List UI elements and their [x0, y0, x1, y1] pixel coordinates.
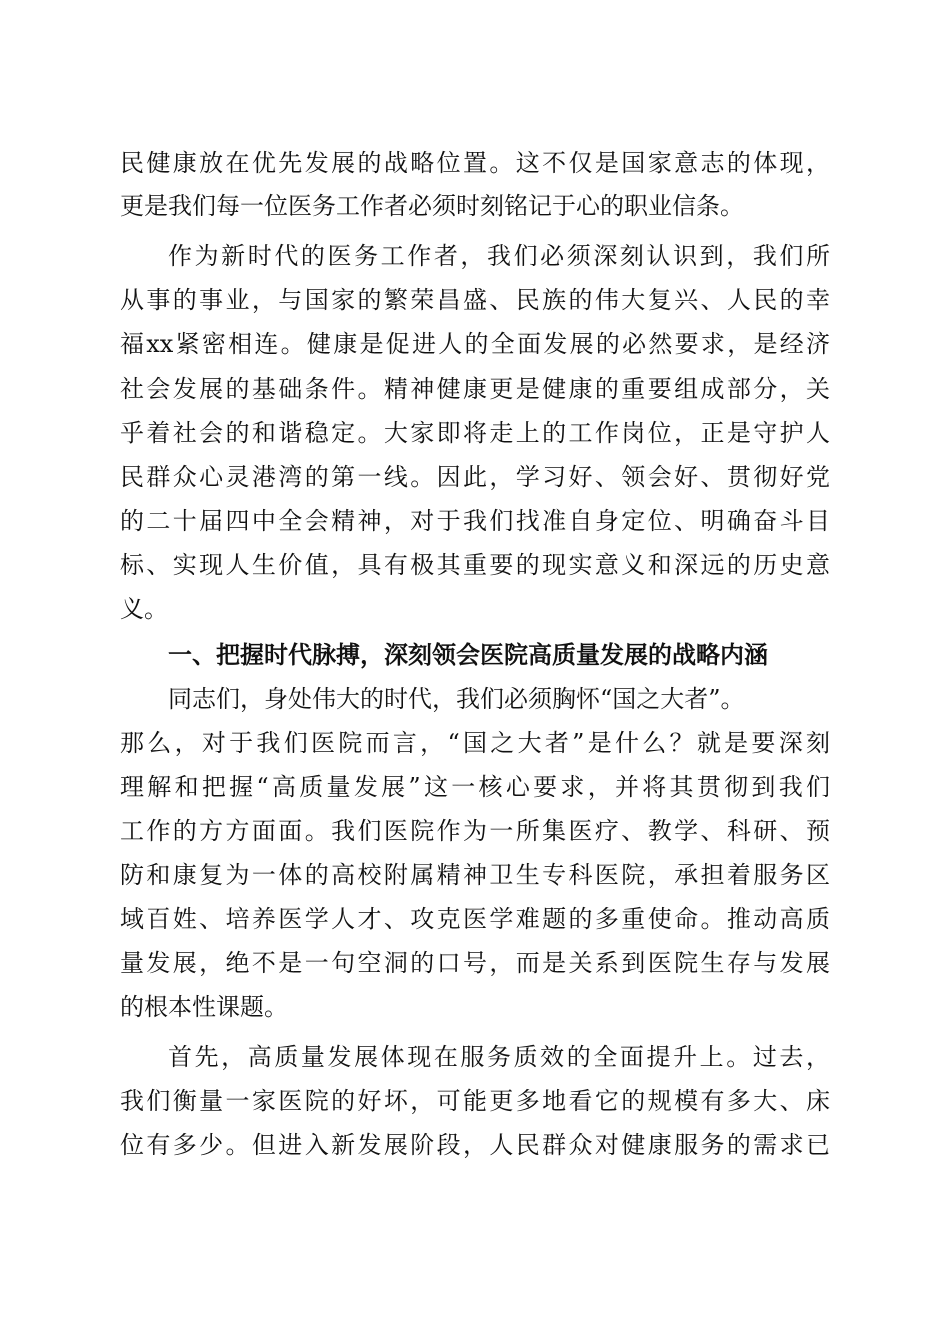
text-line: 防和康复为一体的高校附属精神卫生专科医院，承担着服务区: [120, 861, 830, 889]
text-line: 福xx紧密相连。健康是促进人的全面发展的必然要求，是经济: [120, 330, 830, 358]
text-line: 社会发展的基础条件。精神健康更是健康的重要组成部分，关: [120, 375, 830, 403]
text-line: 标、实现人生价值，具有极其重要的现实意义和深远的历史意: [120, 551, 830, 579]
paragraph-first-line: 作为新时代的医务工作者，我们必须深刻认识到，我们所: [168, 242, 830, 270]
text-line: 我们衡量一家医院的好坏，可能更多地看它的规模有多大、床: [120, 1087, 830, 1115]
text-line: 更是我们每一位医务工作者必须时刻铭记于心的职业信条。: [120, 192, 744, 220]
text-line: 乎着社会的和谐稳定。大家即将走上的工作岗位，正是守护人: [120, 419, 830, 447]
text-line: 工作的方方面面。我们医院作为一所集医疗、教学、科研、预: [120, 817, 830, 845]
text-line: 从事的事业，与国家的繁荣昌盛、民族的伟大复兴、人民的幸: [120, 286, 830, 314]
text-line: 量发展，绝不是一句空洞的口号，而是关系到医院生存与发展: [120, 949, 830, 977]
text-line: 那么，对于我们医院而言，“国之大者”是什么？就是要深刻: [120, 729, 830, 757]
text-line: 位有多少。但进入新发展阶段，人民群众对健康服务的需求已: [120, 1131, 830, 1159]
section-heading: 一、把握时代脉搏，深刻领会医院高质量发展的战略内涵: [168, 641, 768, 669]
paragraph-first-line: 首先，高质量发展体现在服务质效的全面提升上。过去，: [168, 1043, 830, 1071]
text-line: 义。: [120, 595, 168, 623]
text-line: 的根本性课题。: [120, 993, 288, 1021]
text-line: 的二十届四中全会精神，对于我们找准自身定位、明确奋斗目: [120, 507, 830, 535]
paragraph-first-line: 同志们，身处伟大的时代，我们必须胸怀“国之大者”。: [168, 685, 745, 713]
text-line: 域百姓、培养医学人才、攻克医学难题的多重使命。推动高质: [120, 905, 830, 933]
text-line: 民健康放在优先发展的战略位置。这不仅是国家意志的体现，: [120, 149, 830, 177]
text-line: 理解和把握“高质量发展”这一核心要求，并将其贯彻到我们: [120, 773, 830, 801]
text-line: 民群众心灵港湾的第一线。因此，学习好、领会好、贯彻好党: [120, 463, 830, 491]
